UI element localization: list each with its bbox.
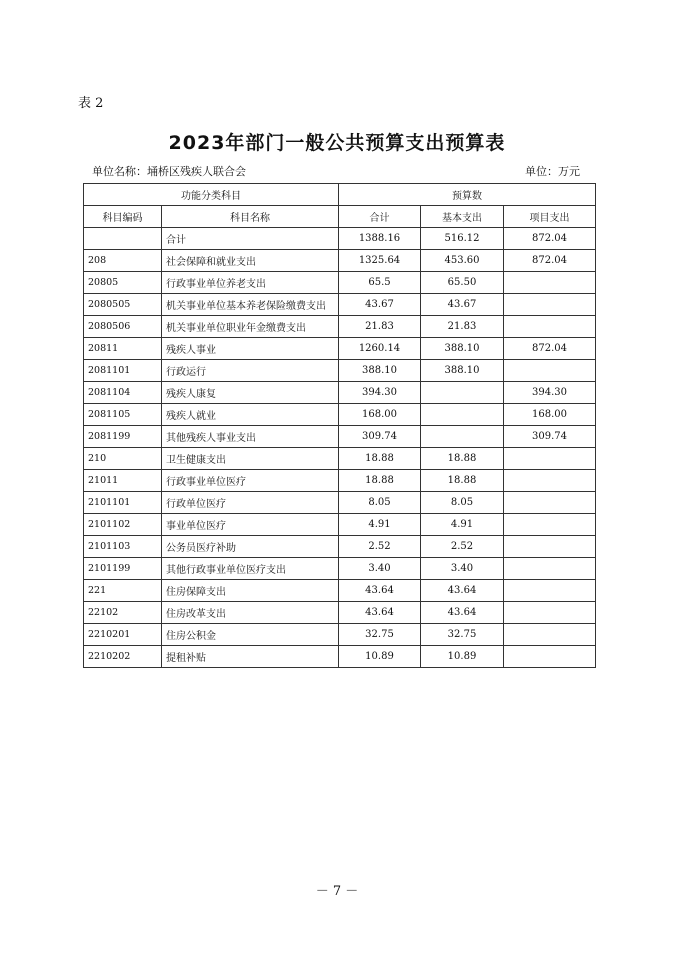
- currency-unit-label: 单位：万元: [525, 165, 580, 178]
- total-cell: 18.88: [339, 448, 421, 470]
- table-row: [84, 250, 596, 272]
- basic-cell: 65.50: [421, 272, 504, 294]
- name-cell: 行政事业单位医疗: [162, 470, 339, 492]
- code-cell: 22102: [84, 602, 162, 624]
- table-body: [84, 228, 596, 668]
- table-row: [84, 382, 596, 404]
- project-cell: [504, 470, 596, 492]
- code-cell: 2081105: [84, 404, 162, 426]
- project-cell: [504, 448, 596, 470]
- total-cell: 1388.16: [339, 228, 421, 250]
- code-cell: 210: [84, 448, 162, 470]
- name-cell: 行政单位医疗: [162, 492, 339, 514]
- project-cell: [504, 624, 596, 646]
- code-cell: 2081199: [84, 426, 162, 448]
- table-row: [84, 470, 596, 492]
- project-cell: [504, 646, 596, 668]
- name-cell: 公务员医疗补助: [162, 536, 339, 558]
- total-cell: 309.74: [339, 426, 421, 448]
- total-cell: 1325.64: [339, 250, 421, 272]
- column-header-project: 项目支出: [504, 206, 596, 228]
- table-row: [84, 426, 596, 448]
- basic-cell: 388.10: [421, 360, 504, 382]
- table-row: [84, 448, 596, 470]
- project-cell: [504, 492, 596, 514]
- function-category-header: 功能分类科目: [84, 184, 339, 206]
- table-number-label: 表 2: [78, 96, 104, 111]
- code-cell: 2081101: [84, 360, 162, 382]
- total-cell: 43.64: [339, 580, 421, 602]
- basic-cell: [421, 404, 504, 426]
- name-cell: 合计: [162, 228, 339, 250]
- code-cell: 2080505: [84, 294, 162, 316]
- code-cell: 2101199: [84, 558, 162, 580]
- code-cell: 2101102: [84, 514, 162, 536]
- total-cell: 32.75: [339, 624, 421, 646]
- name-cell: 行政事业单位养老支出: [162, 272, 339, 294]
- project-cell: [504, 360, 596, 382]
- budget-amount-header: 预算数: [339, 184, 596, 206]
- page-title: 2023年部门一般公共预算支出预算表: [168, 132, 506, 154]
- basic-cell: [421, 382, 504, 404]
- name-cell: 机关事业单位职业年金缴费支出: [162, 316, 339, 338]
- basic-cell: 10.89: [421, 646, 504, 668]
- basic-cell: 3.40: [421, 558, 504, 580]
- name-cell: 机关事业单位基本养老保险缴费支出: [162, 294, 339, 316]
- total-cell: 21.83: [339, 316, 421, 338]
- basic-cell: 8.05: [421, 492, 504, 514]
- table-row: [84, 536, 596, 558]
- total-cell: 43.67: [339, 294, 421, 316]
- table-row: [84, 294, 596, 316]
- name-cell: 住房保障支出: [162, 580, 339, 602]
- total-cell: 10.89: [339, 646, 421, 668]
- project-cell: 872.04: [504, 228, 596, 250]
- project-cell: [504, 272, 596, 294]
- basic-cell: 4.91: [421, 514, 504, 536]
- name-cell: 残疾人就业: [162, 404, 339, 426]
- table-row: [84, 580, 596, 602]
- table-row: [84, 404, 596, 426]
- project-cell: [504, 514, 596, 536]
- total-cell: 65.5: [339, 272, 421, 294]
- total-cell: 2.52: [339, 536, 421, 558]
- code-cell: 20805: [84, 272, 162, 294]
- code-cell: 2101103: [84, 536, 162, 558]
- total-cell: 394.30: [339, 382, 421, 404]
- basic-cell: 388.10: [421, 338, 504, 360]
- table-row: [84, 338, 596, 360]
- table-header-row: [84, 206, 596, 228]
- basic-cell: 453.60: [421, 250, 504, 272]
- basic-cell: 2.52: [421, 536, 504, 558]
- code-cell: 221: [84, 580, 162, 602]
- code-cell: 2101101: [84, 492, 162, 514]
- name-cell: 社会保障和就业支出: [162, 250, 339, 272]
- code-cell: 2080506: [84, 316, 162, 338]
- name-cell: 住房公积金: [162, 624, 339, 646]
- code-cell: 20811: [84, 338, 162, 360]
- name-cell: 其他行政事业单位医疗支出: [162, 558, 339, 580]
- budget-table: [83, 183, 596, 668]
- total-cell: 1260.14: [339, 338, 421, 360]
- name-cell: 其他残疾人事业支出: [162, 426, 339, 448]
- total-cell: 3.40: [339, 558, 421, 580]
- total-cell: 8.05: [339, 492, 421, 514]
- code-cell: [84, 228, 162, 250]
- project-cell: 872.04: [504, 250, 596, 272]
- table-row: [84, 492, 596, 514]
- unit-name-label: 单位名称：埇桥区残疾人联合会: [92, 165, 246, 178]
- table-row: [84, 558, 596, 580]
- column-header-name: 科目名称: [162, 206, 339, 228]
- table-row: [84, 272, 596, 294]
- code-cell: 2210202: [84, 646, 162, 668]
- project-cell: 394.30: [504, 382, 596, 404]
- table-row: [84, 360, 596, 382]
- column-header-basic: 基本支出: [421, 206, 504, 228]
- basic-cell: 43.64: [421, 602, 504, 624]
- name-cell: 残疾人康复: [162, 382, 339, 404]
- name-cell: 卫生健康支出: [162, 448, 339, 470]
- basic-cell: 18.88: [421, 470, 504, 492]
- column-header-total: 合计: [339, 206, 421, 228]
- code-cell: 21011: [84, 470, 162, 492]
- name-cell: 行政运行: [162, 360, 339, 382]
- code-cell: 208: [84, 250, 162, 272]
- name-cell: 提租补贴: [162, 646, 339, 668]
- project-cell: [504, 558, 596, 580]
- basic-cell: 43.64: [421, 580, 504, 602]
- basic-cell: 43.67: [421, 294, 504, 316]
- column-header-code: 科目编码: [84, 206, 162, 228]
- table-row: [84, 316, 596, 338]
- page-number: － 7 －: [315, 884, 359, 899]
- basic-cell: 18.88: [421, 448, 504, 470]
- project-cell: 168.00: [504, 404, 596, 426]
- project-cell: 309.74: [504, 426, 596, 448]
- project-cell: [504, 602, 596, 624]
- total-cell: 168.00: [339, 404, 421, 426]
- basic-cell: 32.75: [421, 624, 504, 646]
- table-group-header-row: [84, 184, 596, 206]
- table-row: [84, 514, 596, 536]
- code-cell: 2081104: [84, 382, 162, 404]
- table-row: [84, 228, 596, 250]
- table-row: [84, 624, 596, 646]
- name-cell: 事业单位医疗: [162, 514, 339, 536]
- basic-cell: [421, 426, 504, 448]
- table-row: [84, 602, 596, 624]
- basic-cell: 21.83: [421, 316, 504, 338]
- total-cell: 4.91: [339, 514, 421, 536]
- code-cell: 2210201: [84, 624, 162, 646]
- name-cell: 住房改革支出: [162, 602, 339, 624]
- project-cell: [504, 536, 596, 558]
- project-cell: [504, 294, 596, 316]
- name-cell: 残疾人事业: [162, 338, 339, 360]
- table-row: [84, 646, 596, 668]
- project-cell: [504, 580, 596, 602]
- total-cell: 18.88: [339, 470, 421, 492]
- project-cell: 872.04: [504, 338, 596, 360]
- basic-cell: 516.12: [421, 228, 504, 250]
- total-cell: 43.64: [339, 602, 421, 624]
- total-cell: 388.10: [339, 360, 421, 382]
- project-cell: [504, 316, 596, 338]
